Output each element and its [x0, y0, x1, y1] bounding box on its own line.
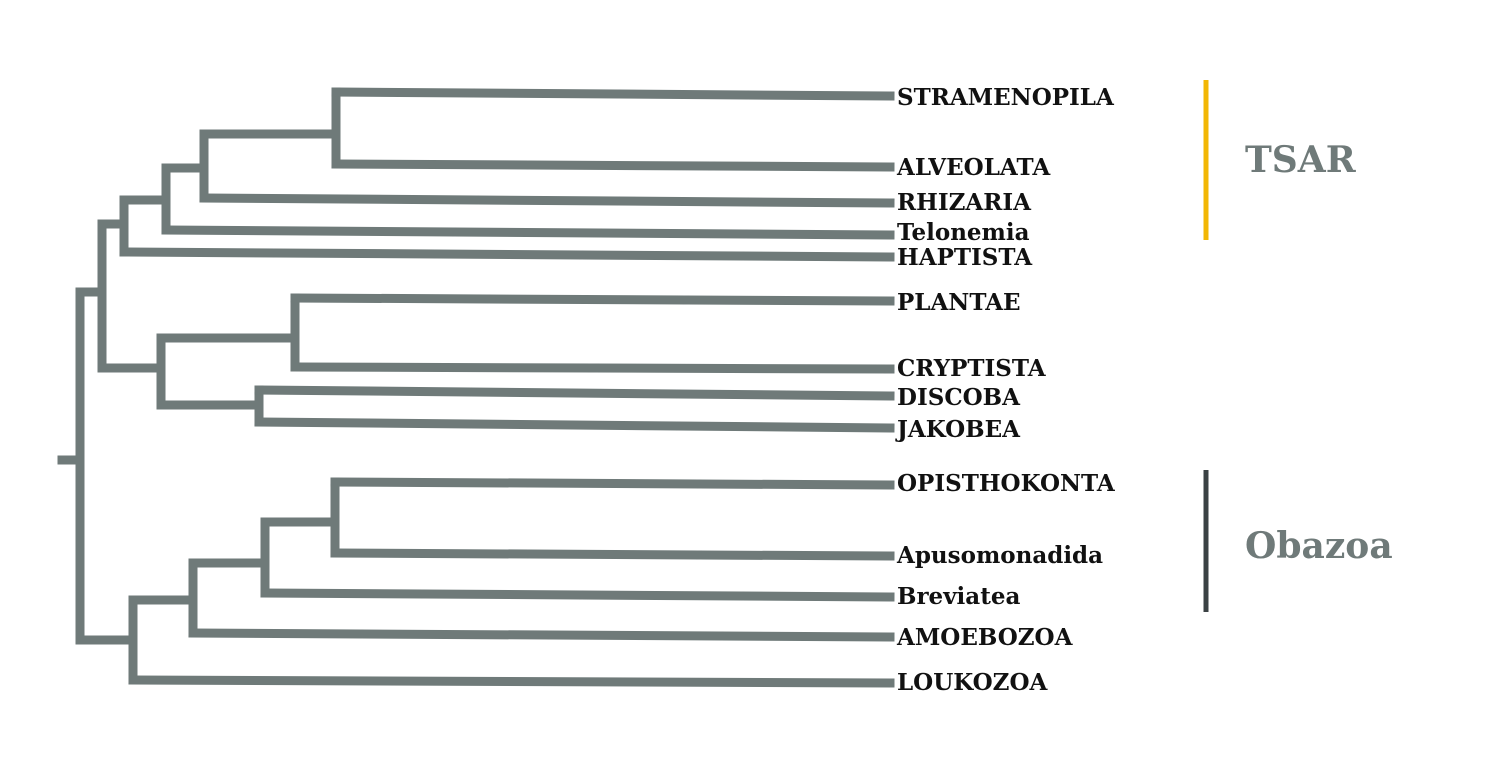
branch-segment-15: [336, 92, 890, 96]
taxon-plantae: PLANTAE: [897, 289, 1021, 316]
branch-segment-22: [295, 367, 890, 369]
branch-segment-26: [259, 422, 890, 428]
branch-segment-25: [259, 390, 890, 396]
obazoa-group-label: Obazoa: [1245, 525, 1393, 567]
taxon-opisthokonta: OPISTHOKONTA: [897, 470, 1115, 497]
taxon-telonemia: Telonemia: [897, 219, 1030, 246]
branch-segment-39: [335, 553, 890, 556]
tsar-group-label: TSAR: [1245, 139, 1356, 181]
branch-segment-9: [166, 230, 890, 235]
branch-segment-16: [336, 164, 890, 167]
taxon-loukozoa: LOUKOZOA: [897, 669, 1048, 696]
taxon-alveolata: ALVEOLATA: [897, 154, 1051, 181]
taxon-haptista: HAPTISTA: [897, 244, 1033, 271]
taxon-jakobea: JAKOBEA: [897, 416, 1020, 443]
taxon-discoba: DISCOBA: [897, 384, 1020, 411]
taxon-stramenopila: STRAMENOPILA: [897, 84, 1114, 111]
branch-segment-35: [265, 593, 890, 597]
taxon-apusomonadida: Apusomonadida: [897, 542, 1104, 569]
branch-segment-32: [193, 633, 890, 637]
taxon-rhizaria: RHIZARIA: [897, 189, 1031, 216]
branch-segment-21: [295, 298, 890, 301]
branch-segment-29: [133, 680, 890, 683]
tree-branches: [62, 92, 890, 683]
taxon-cryptista: CRYPTISTA: [897, 355, 1046, 382]
taxon-breviatea: Breviatea: [897, 583, 1021, 610]
branch-segment-6: [124, 252, 890, 257]
branch-segment-12: [204, 198, 890, 203]
branch-segment-38: [335, 482, 890, 485]
taxon-amoebozoa: AMOEBOZOA: [897, 624, 1073, 651]
